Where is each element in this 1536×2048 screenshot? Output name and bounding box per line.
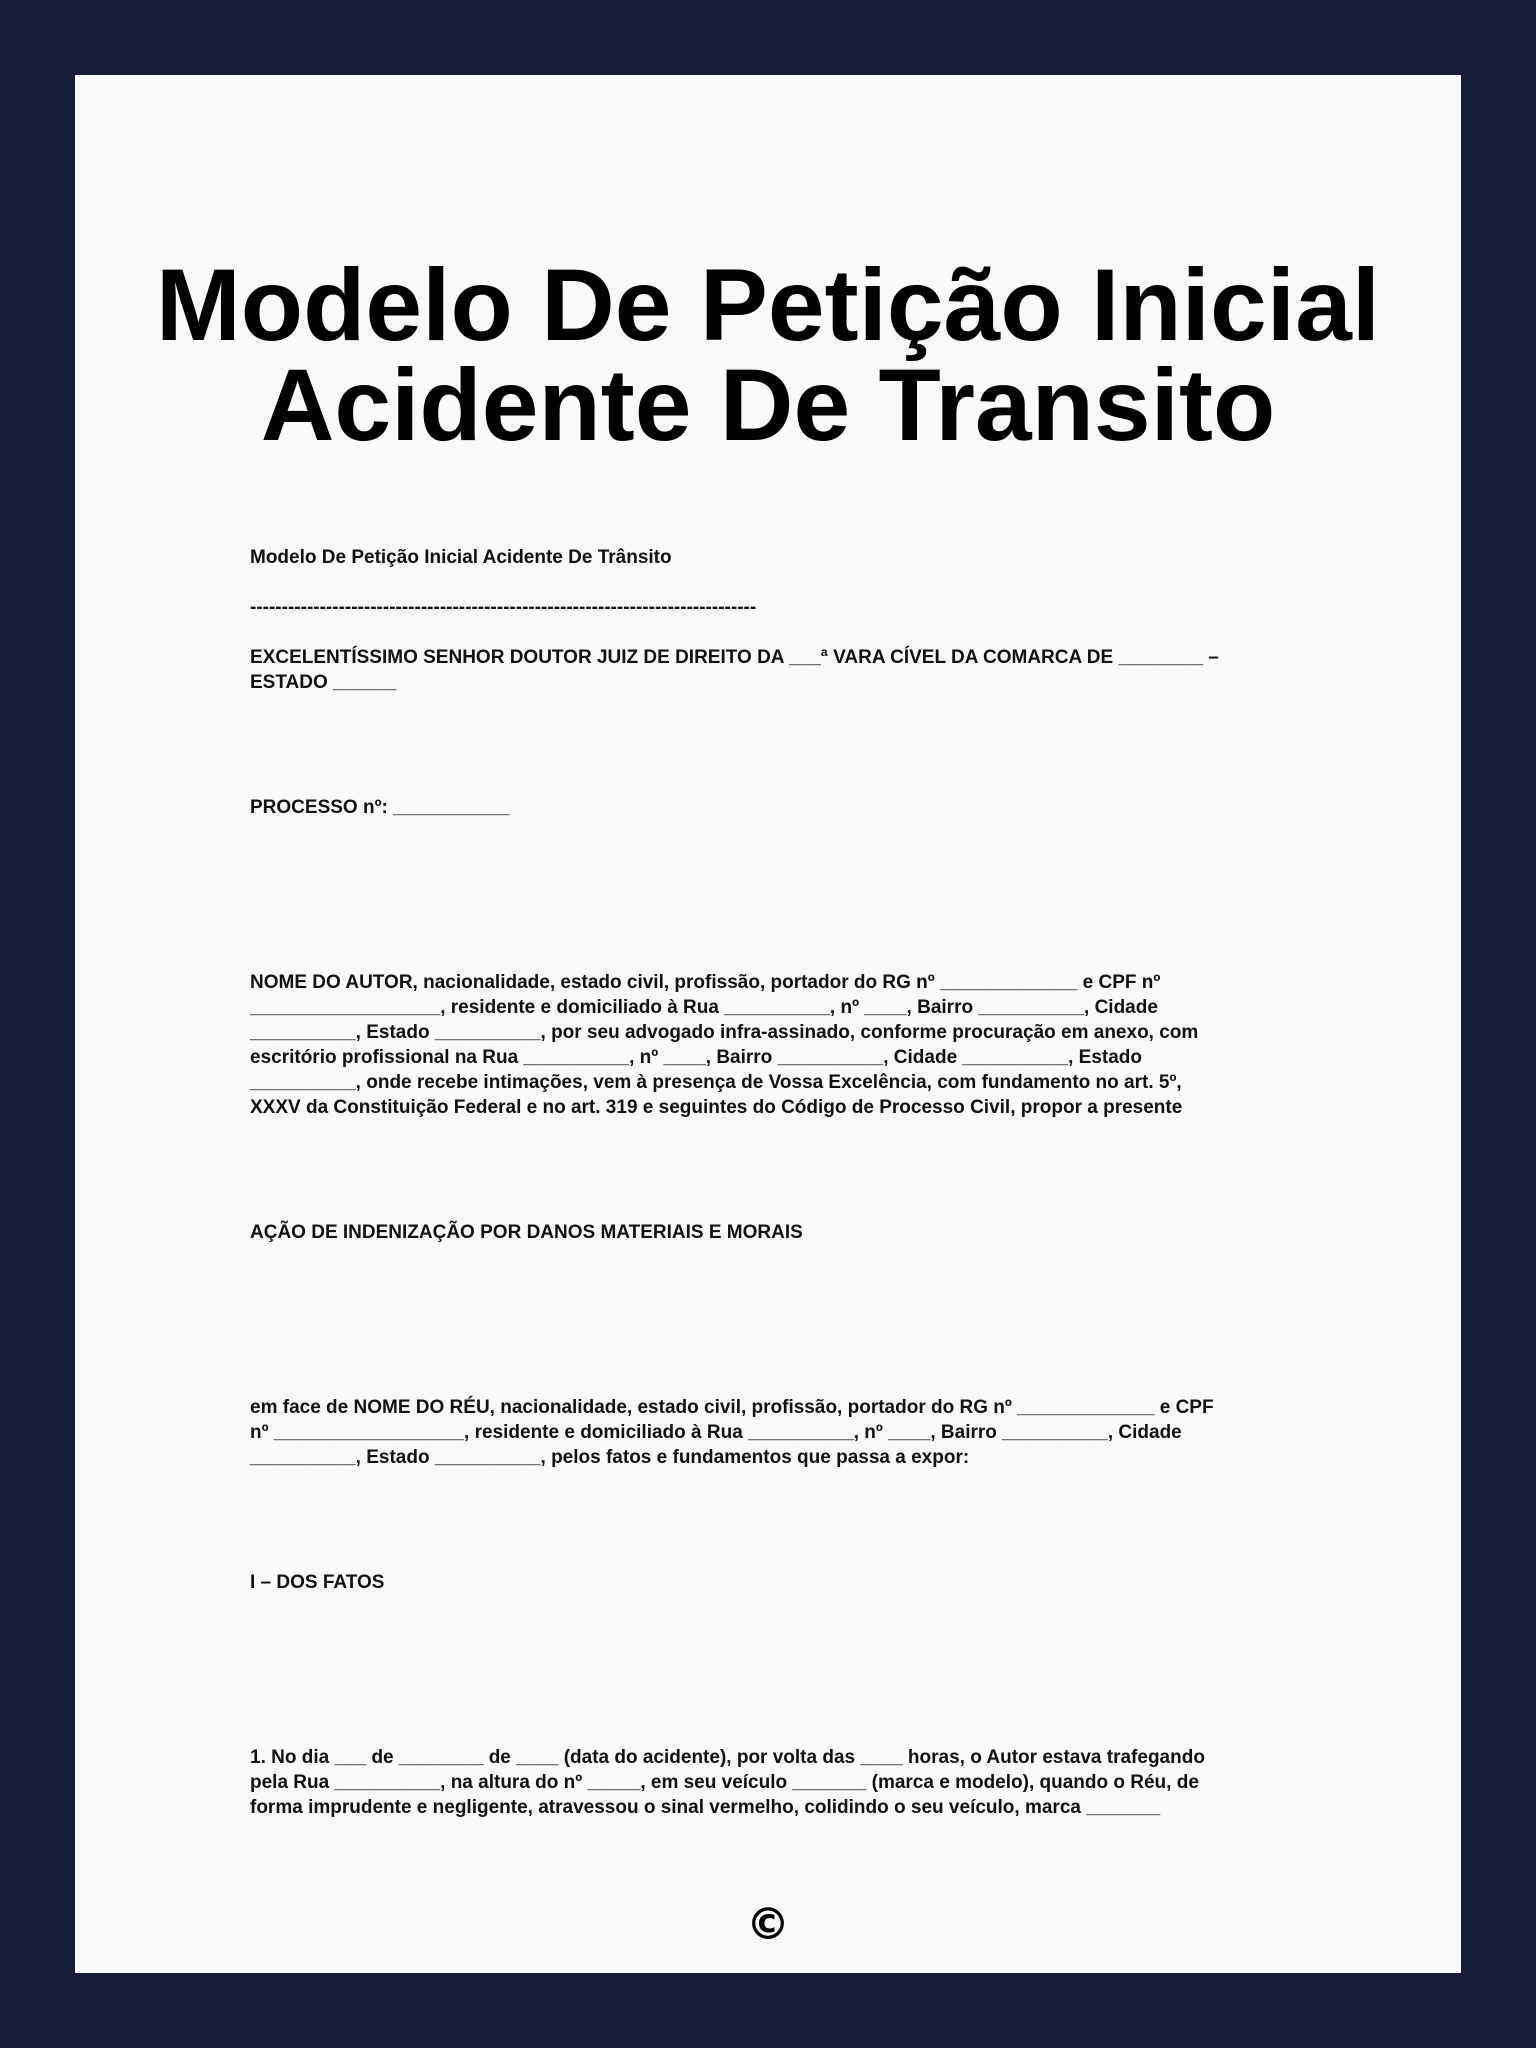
document-page <box>75 75 1461 1973</box>
document-title-line: Acidente De Transito <box>260 348 1276 462</box>
author-line: __________, onde recebe intimações, vem à presença de Vossa Excelência, com fundamento no art. 5º, <box>250 1072 1182 1093</box>
copyright-icon: © <box>746 1899 790 1950</box>
document-title <box>75 248 1461 462</box>
defendant-line: nº __________________, residente e domiciliado à Rua __________, nº ____, Bairro __________, Cidade <box>250 1422 1182 1443</box>
addressee-paragraph <box>250 645 1350 695</box>
addressee-line: ESTADO ______ <box>250 672 397 693</box>
fact-line: pela Rua __________, na altura do nº _____, em seu veículo _______ (marca e modelo), quando o Réu, de <box>250 1772 1199 1793</box>
addressee-line: EXCELENTÍSSIMO SENHOR DOUTOR JUIZ DE DIREITO DA ___ª VARA CÍVEL DA COMARCA DE ________ – <box>250 647 1219 668</box>
author-paragraph <box>250 970 1350 1120</box>
separator-line: -------------------------------------------------------------------------------- <box>250 597 757 618</box>
author-line: __________, Estado __________, por seu advogado infra-assinado, conforme procuração em anexo, com <box>250 1022 1199 1043</box>
author-line: XXXV da Constituição Federal e no art. 319 e seguintes do Código de Processo Civil, propor a presente <box>250 1097 1183 1118</box>
process-number: PROCESSO nº: ___________ <box>250 797 510 818</box>
author-line: NOME DO AUTOR, nacionalidade, estado civil, profissão, portador do RG nº _____________ e CPF nº <box>250 972 1161 993</box>
defendant-line: __________, Estado __________, pelos fatos e fundamentos que passa a expor: <box>250 1447 970 1468</box>
author-line: escritório profissional na Rua __________, nº ____, Bairro __________, Cidade __________, Estado <box>250 1047 1142 1068</box>
section-facts-heading: I – DOS FATOS <box>250 1572 385 1593</box>
fact-1-paragraph <box>250 1745 1350 1820</box>
defendant-line: em face de NOME DO RÉU, nacionalidade, estado civil, profissão, portador do RG nº _____________ e CPF <box>250 1397 1214 1418</box>
document-subtitle: Modelo De Petição Inicial Acidente De Trânsito <box>250 547 672 568</box>
author-line: __________________, residente e domiciliado à Rua __________, nº ____, Bairro __________, Cidade <box>250 997 1158 1018</box>
fact-line: forma imprudente e negligente, atravessou o sinal vermelho, colidindo o seu veículo, marca _______ <box>250 1797 1161 1818</box>
document-title-line: Modelo De Petição Inicial <box>155 248 1381 362</box>
defendant-paragraph <box>250 1395 1350 1470</box>
action-title: AÇÃO DE INDENIZAÇÃO POR DANOS MATERIAIS E MORAIS <box>250 1222 803 1243</box>
fact-line: 1. No dia ___ de ________ de ____ (data do acidente), por volta das ____ horas, o Autor estava trafegando <box>250 1747 1205 1768</box>
